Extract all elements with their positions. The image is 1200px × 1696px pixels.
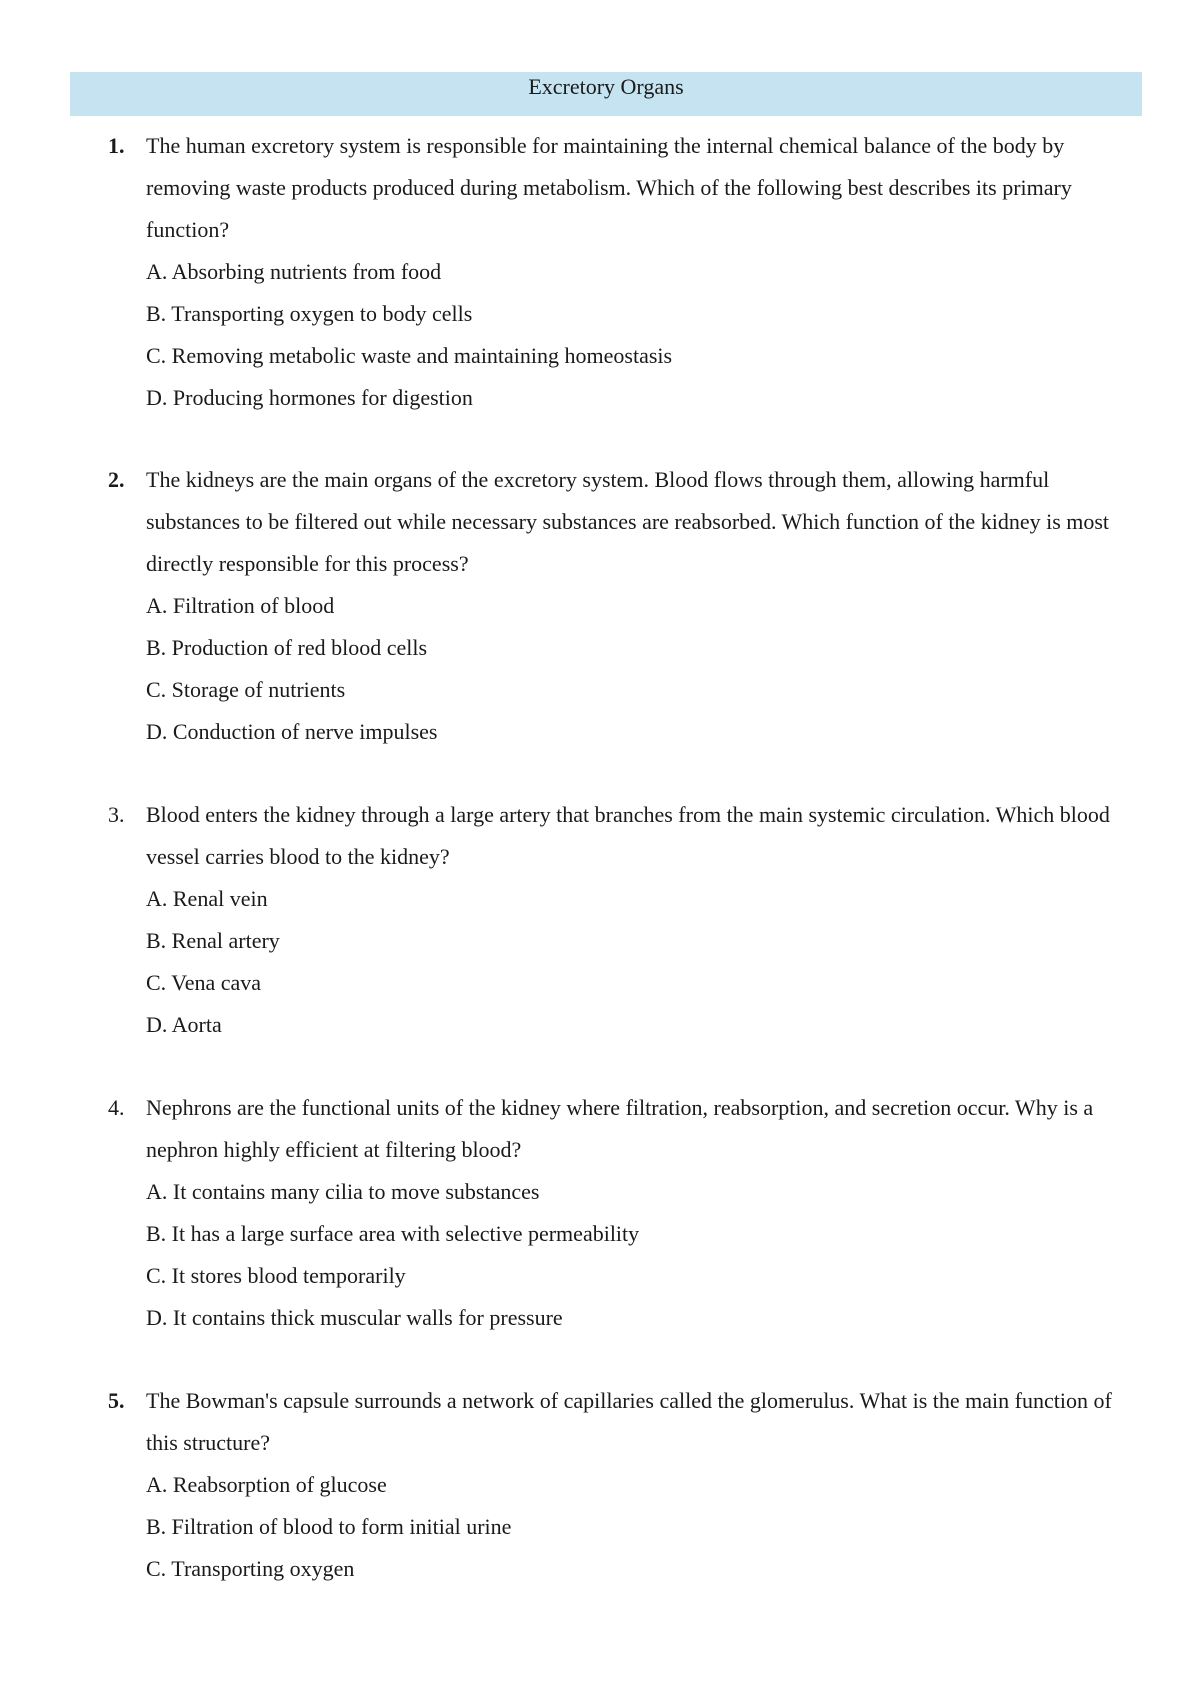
answer-option: D. Aorta	[146, 1012, 222, 1037]
question-2	[108, 459, 1148, 753]
answer-option: A. Reabsorption of glucose	[146, 1472, 387, 1497]
answer-option: C. Vena cava	[146, 970, 262, 995]
answer-option: A. It contains many cilia to move substances	[146, 1179, 540, 1204]
question-5	[108, 1380, 1148, 1590]
answer-option: D. Conduction of nerve impulses	[146, 719, 438, 744]
question-text: The Bowman's capsule surrounds a network of capillaries called the glomerulus. What is the main function of this structure?	[146, 1388, 1112, 1455]
answer-option: A. Filtration of blood	[146, 593, 335, 618]
question-text: Blood enters the kidney through a large artery that branches from the main systemic circulation. Which blood vessel carries blood to the kidney?	[146, 802, 1110, 869]
answer-option: A. Absorbing nutrients from food	[146, 259, 442, 284]
answer-option: D. Producing hormones for digestion	[146, 385, 473, 410]
document-title: Excretory Organs	[70, 72, 1142, 116]
question-number: 2.	[108, 467, 125, 492]
answer-option: B. Transporting oxygen to body cells	[146, 301, 473, 326]
question-number: 5.	[108, 1388, 125, 1413]
question-text: The human excretory system is responsible for maintaining the internal chemical balance of the body by removing waste products produced during metabolism. Which of the following best describes its primary function?	[146, 133, 1072, 242]
question-number: 4.	[108, 1095, 125, 1120]
question-3	[108, 794, 1148, 1046]
answer-option: C. Transporting oxygen	[146, 1556, 355, 1581]
question-number: 1.	[108, 133, 125, 158]
question-text: The kidneys are the main organs of the excretory system. Blood flows through them, allowing harmful substances to be filtered out while necessary substances are reabsorbed. Which function of the kidney is most directly responsible for this process?	[146, 467, 1110, 576]
answer-option: B. It has a large surface area with selective permeability	[146, 1221, 640, 1246]
answer-option: B. Filtration of blood to form initial urine	[146, 1514, 512, 1539]
answer-option: C. Storage of nutrients	[146, 677, 346, 702]
question-1	[108, 125, 1148, 419]
answer-option: C. Removing metabolic waste and maintaining homeostasis	[146, 343, 673, 368]
answer-option: B. Production of red blood cells	[146, 635, 428, 660]
answer-option: A. Renal vein	[146, 886, 268, 911]
answer-option: D. It contains thick muscular walls for pressure	[146, 1305, 563, 1330]
question-4	[108, 1087, 1148, 1339]
answer-option: B. Renal artery	[146, 928, 280, 953]
question-text: Nephrons are the functional units of the kidney where filtration, reabsorption, and secretion occur. Why is a nephron highly efficient at filtering blood?	[146, 1095, 1094, 1162]
answer-option: C. It stores blood temporarily	[146, 1263, 406, 1288]
question-number: 3.	[108, 802, 125, 827]
